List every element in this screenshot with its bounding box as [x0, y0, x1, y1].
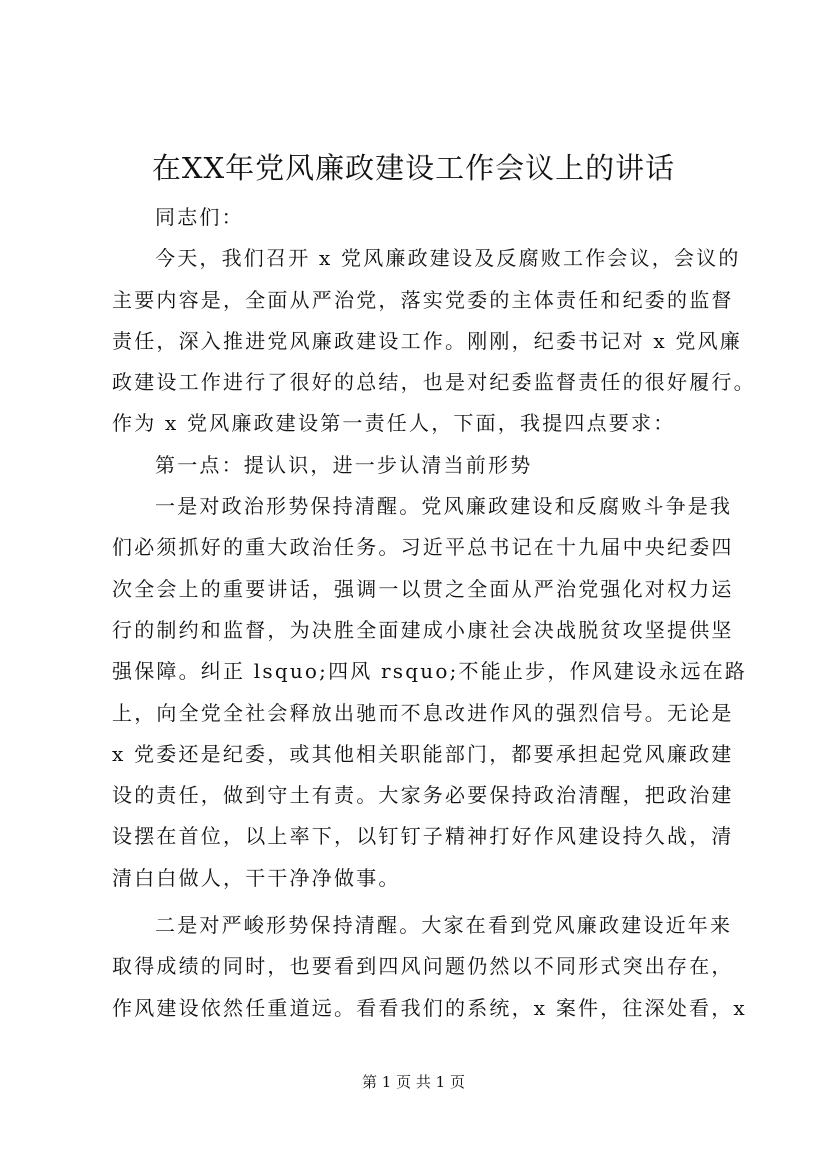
document-body — [112, 197, 756, 1029]
salutation-line: 同志们： — [155, 205, 244, 229]
paragraph-line: 一是对政治形势保持清醒。党风廉政建设和反腐败斗争是我 — [155, 494, 733, 519]
paragraph-line: 二是对严峻形势保持清醒。大家在看到党风廉政建设近年来 — [155, 913, 733, 938]
paragraph-line: 们必须抓好的重大政治任务。习近平总书记在十九届中央纪委四 — [112, 535, 734, 560]
paragraph-line: 设的责任，做到守土有责。大家务必要保持政治清醒，把政治建 — [112, 783, 734, 808]
page-footer: 第 1 页 共 1 页 — [362, 1073, 465, 1091]
paragraph-line: 强保障。纠正 lsquo;四风 rsquo;不能止步，作风建设永远在路 — [112, 659, 748, 684]
paragraph-line: 上，向全党全社会释放出驰而不息改进作风的强烈信号。无论是 — [112, 700, 734, 725]
paragraph-line: 次全会上的重要讲话，强调一以贯之全面从严治党强化对权力运 — [112, 576, 734, 601]
paragraph-line: 清白白做人，干干净净做事。 — [112, 865, 401, 890]
paragraph-line: 政建设工作进行了很好的总结，也是对纪委监督责任的很好履行。 — [112, 370, 756, 395]
paragraph-line: 作为 x 党风廉政建设第一责任人，下面，我提四点要求： — [112, 411, 676, 436]
document-title: 在XX年党风廉政建设工作会议上的讲话 — [151, 151, 676, 185]
paragraph-line: 今天，我们召开 x 党风廉政建设及反腐败工作会议，会议的 — [155, 246, 741, 271]
paragraph-line: 责任，深入推进党风廉政建设工作。刚刚，纪委书记对 x 党风廉 — [112, 328, 742, 353]
paragraph-line: x 党委还是纪委，或其他相关职能部门，都要承担起党风廉政建 — [112, 741, 734, 766]
paragraph-line: 取得成绩的同时，也要看到四风问题仍然以不同形式突出存在， — [112, 954, 734, 979]
paragraph-line: 作风建设依然任重道远。看看我们的系统，x 案件，往深处看，x — [112, 995, 747, 1020]
section-heading: 第一点：提认识，进一步认清当前形势 — [155, 452, 533, 477]
paragraph-line: 行的制约和监督，为决胜全面建成小康社会决战脱贫攻坚提供坚 — [112, 617, 734, 642]
paragraph-line: 设摆在首位，以上率下，以钉钉子精神打好作风建设持久战，清 — [112, 824, 734, 849]
paragraph-line: 主要内容是，全面从严治党，落实党委的主体责任和纪委的监督 — [112, 287, 734, 312]
